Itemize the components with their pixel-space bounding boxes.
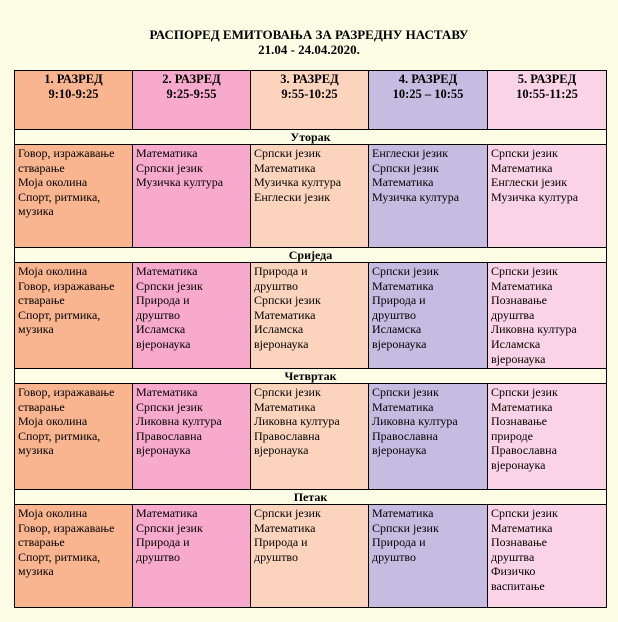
subject-line: друштва [491, 307, 535, 322]
subject-line: Ликовна култура [491, 322, 577, 337]
subject-line: музика [18, 322, 54, 337]
subject-line: Српски језик [254, 293, 321, 308]
schedule-cell [251, 505, 369, 608]
subject-line: Природа и [372, 293, 426, 308]
subject-line: Физичко [491, 564, 536, 579]
subject-line: Српски језик [491, 385, 558, 399]
subject-line: Православна [372, 428, 438, 443]
column-header-grade-2 [133, 71, 251, 130]
subject-line: Математика [372, 506, 434, 520]
subject-line: Српски језик [372, 160, 439, 175]
subject-line: Православна [254, 428, 320, 443]
subject-line: друштво [254, 549, 299, 564]
subject-line: стварање [18, 160, 65, 175]
subject-line: Православна [136, 428, 202, 443]
schedule-cell [251, 384, 369, 490]
subject-line: Исламска [491, 336, 541, 351]
subject-line: Енглески језик [491, 175, 568, 190]
subject-line: вјеронаука [254, 336, 309, 351]
column-header-grade-1 [15, 71, 133, 130]
subject-line: Моја околина [18, 175, 88, 190]
schedule-cell [251, 263, 369, 369]
day-header-row [15, 130, 607, 145]
subject-line: васпитање [491, 578, 545, 593]
page-title [0, 27, 618, 57]
subject-line: Српски језик [491, 506, 558, 520]
day-name: Сриједа [15, 248, 607, 263]
subject-line: Српски језик [254, 506, 321, 520]
subject-line: Српски језик [372, 385, 439, 399]
subject-line: вјеронаука [491, 457, 546, 472]
subject-line: природе [491, 428, 533, 443]
subject-line: вјеронаука [136, 336, 191, 351]
subject-line: Спорт, ритмика, [18, 549, 101, 564]
subject-line: стварање [18, 293, 65, 308]
schedule-cell [133, 505, 251, 608]
subject-line: музика [18, 443, 54, 458]
subject-line: Српски језик [136, 399, 203, 414]
subject-line: друштво [372, 307, 417, 322]
subject-line: Математика [254, 307, 316, 322]
subject-line: вјеронаука [491, 351, 546, 366]
subject-line: Говор, изражавање [18, 278, 115, 293]
subject-line: Математика [491, 399, 553, 414]
subject-line: вјеронаука [372, 443, 427, 458]
day-name: Петак [15, 490, 607, 505]
schedule-cell [488, 384, 607, 490]
subject-line: музика [18, 564, 54, 579]
day-header-row [15, 490, 607, 505]
subject-line: Математика [254, 399, 316, 414]
schedule-cell [15, 145, 133, 248]
schedule-cell [488, 263, 607, 369]
subject-line: музика [18, 204, 54, 219]
subject-line: Музичка култура [491, 189, 579, 204]
title-line-2: 21.04 - 24.04.2020. [258, 42, 360, 57]
subject-line: Спорт, ритмика, [18, 307, 101, 322]
subject-line: Математика [491, 278, 553, 293]
subject-line: Моја околина [18, 414, 88, 429]
grade-label: 3. РАЗРЕД [280, 72, 339, 86]
schedule-row [15, 384, 607, 490]
subject-line: вјеронаука [136, 443, 191, 458]
column-header-grade-5 [488, 71, 607, 130]
subject-line: Српски језик [372, 264, 439, 278]
subject-line: Природа и [136, 293, 190, 308]
subject-line: Енглески језик [372, 146, 449, 160]
grade-time: 9:10-9:25 [48, 86, 99, 101]
subject-line: Спорт, ритмика, [18, 189, 101, 204]
subject-line: Математика [136, 146, 198, 160]
schedule-row [15, 263, 607, 369]
schedule-cell [15, 263, 133, 369]
grade-label: 1. РАЗРЕД [44, 72, 103, 86]
subject-line: Математика [136, 264, 198, 278]
subject-line: Познавање [491, 293, 547, 308]
subject-line: Математика [254, 160, 316, 175]
grade-time: 9:25-9:55 [166, 86, 217, 101]
subject-line: Српски језик [491, 264, 558, 278]
day-header-row [15, 369, 607, 384]
subject-line: Спорт, ритмика, [18, 428, 101, 443]
subject-line: друштво [372, 549, 417, 564]
subject-line: Говор, изражавање [18, 146, 115, 160]
subject-line: Математика [372, 175, 434, 190]
subject-line: вјеронаука [254, 443, 309, 458]
schedule-row [15, 505, 607, 608]
grade-time: 9:55-10:25 [281, 86, 338, 101]
subject-line: Математика [372, 278, 434, 293]
schedule-cell [369, 384, 488, 490]
subject-line: Природа и [136, 535, 190, 550]
subject-line: Природа и [254, 264, 308, 278]
subject-line: Музичка култура [136, 175, 224, 190]
subject-line: Моја околина [18, 506, 88, 520]
subject-line: вјеронаука [372, 336, 427, 351]
subject-line: Православна [491, 443, 557, 458]
subject-line: Српски језик [136, 160, 203, 175]
subject-line: Српски језик [254, 146, 321, 160]
schedule-cell [488, 505, 607, 608]
subject-line: Исламска [254, 322, 304, 337]
grade-label: 5. РАЗРЕД [517, 72, 577, 86]
subject-line: Ликовна култура [254, 414, 340, 429]
schedule-cell [369, 263, 488, 369]
subject-line: Српски језик [136, 520, 203, 535]
subject-line: Ликовна култура [372, 414, 458, 429]
grade-label: 2. РАЗРЕД [162, 72, 221, 86]
schedule-cell [15, 505, 133, 608]
subject-line: Музичка култура [254, 175, 342, 190]
subject-line: стварање [18, 399, 65, 414]
subject-line: Говор, изражавање [18, 385, 115, 399]
subject-line: Енглески језик [254, 189, 331, 204]
subject-line: Моја околина [18, 264, 88, 278]
subject-line: стварање [18, 535, 65, 550]
schedule-table [14, 70, 607, 608]
subject-line: Музичка култура [372, 189, 460, 204]
schedule-cell [133, 263, 251, 369]
subject-line: Говор, изражавање [18, 520, 115, 535]
subject-line: Познавање [491, 414, 547, 429]
subject-line: Природа и [254, 535, 308, 550]
grade-time: 10:55-11:25 [516, 86, 578, 101]
schedule-cell [133, 145, 251, 248]
day-name: Четвртак [15, 369, 607, 384]
grade-label: 4. РАЗРЕД [398, 72, 458, 86]
subject-line: Природа и [372, 535, 426, 550]
day-name: Уторак [15, 130, 607, 145]
schedule-row [15, 145, 607, 248]
column-header-grade-4 [369, 71, 488, 130]
subject-line: Математика [136, 385, 198, 399]
subject-line: Познавање [491, 535, 547, 550]
subject-line: Српски језик [491, 146, 558, 160]
schedule-cell [488, 145, 607, 248]
subject-line: Математика [136, 506, 198, 520]
subject-line: Српски језик [136, 278, 203, 293]
subject-line: Математика [491, 520, 553, 535]
title-line-1: РАСПОРЕД ЕМИТОВАЊА ЗА РАЗРЕДНУ НАСТАВУ [149, 27, 469, 42]
schedule-cell [369, 505, 488, 608]
subject-line: Математика [372, 399, 434, 414]
subject-line: друштво [136, 307, 181, 322]
subject-line: Српски језик [254, 385, 321, 399]
schedule-cell [369, 145, 488, 248]
day-header-row [15, 248, 607, 263]
schedule-cell [15, 384, 133, 490]
subject-line: друштво [136, 549, 181, 564]
column-header-grade-3 [251, 71, 369, 130]
subject-line: Ликовна култура [136, 414, 222, 429]
subject-line: Математика [254, 520, 316, 535]
subject-line: друштва [491, 549, 535, 564]
header-row [15, 71, 607, 130]
grade-time: 10:25 – 10:55 [392, 86, 464, 101]
schedule-cell [251, 145, 369, 248]
subject-line: Математика [491, 160, 553, 175]
schedule-cell [133, 384, 251, 490]
subject-line: Српски језик [372, 520, 439, 535]
subject-line: Исламска [136, 322, 186, 337]
subject-line: друштво [254, 278, 299, 293]
subject-line: Исламска [372, 322, 422, 337]
